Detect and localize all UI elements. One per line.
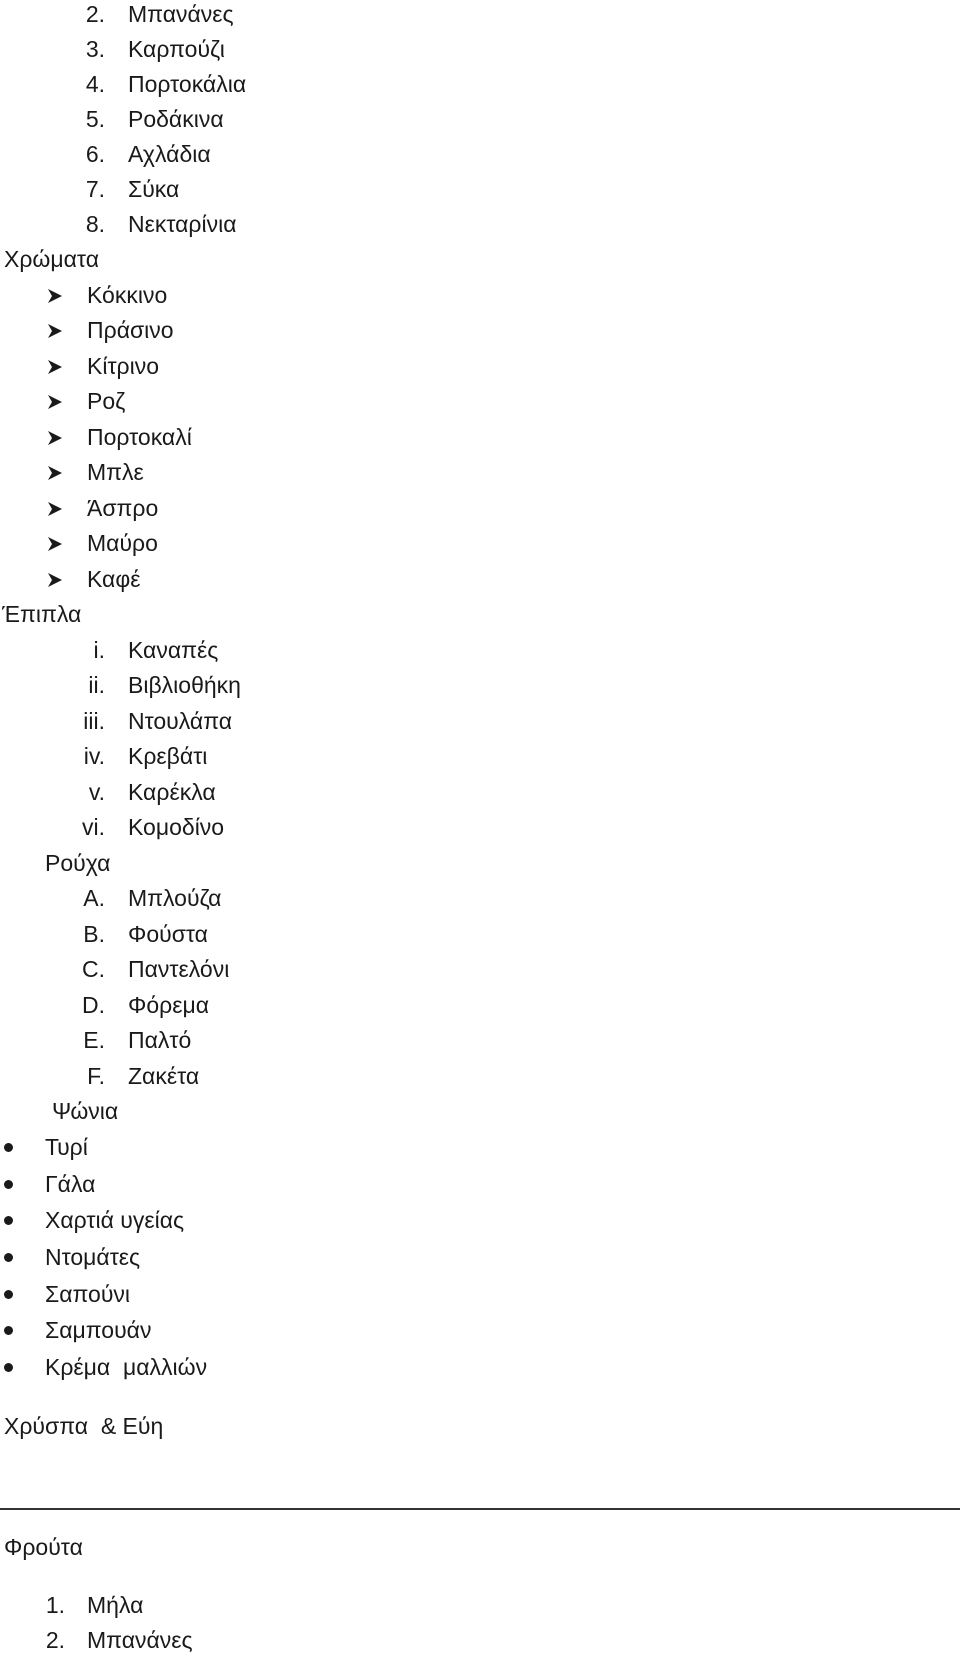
- list-item-text: Φούστα: [128, 921, 208, 947]
- arrowhead-bullet-icon: [46, 393, 64, 411]
- list-item-text: Ροζ: [87, 388, 126, 414]
- list-numeral: iii.: [83, 708, 105, 734]
- divider: [0, 1508, 960, 1510]
- list-item-text: Μπανάνες: [128, 1, 234, 27]
- list-item-text: Σαμπουάν: [45, 1317, 152, 1343]
- arrowhead-bullet-icon: [46, 535, 64, 553]
- list-numeral: v.: [88, 779, 105, 805]
- list-number: 2.: [85, 1, 105, 27]
- list-item-text: Μήλα: [87, 1592, 144, 1618]
- list-item-text: Ντουλάπα: [128, 708, 233, 734]
- list-item-text: Καφέ: [87, 566, 141, 592]
- list-item-text: Καρέκλα: [128, 779, 216, 805]
- list-item-text: Σύκα: [128, 176, 180, 202]
- round-bullet-icon: [4, 1253, 13, 1262]
- list-item-text: Κρέμα μαλλιών: [45, 1354, 208, 1380]
- list-item-text: Πράσινο: [87, 317, 174, 343]
- list-number: 3.: [85, 36, 105, 62]
- list-letter: A.: [83, 885, 105, 911]
- list-item-text: Κρεβάτι: [128, 743, 208, 769]
- list-number: 5.: [85, 106, 105, 132]
- round-bullet-icon: [4, 1326, 13, 1335]
- round-bullet-icon: [4, 1143, 13, 1152]
- round-bullet-icon: [4, 1290, 13, 1299]
- arrowhead-bullet-icon: [46, 571, 64, 589]
- round-bullet-icon: [4, 1363, 13, 1372]
- round-bullet-icon: [4, 1180, 13, 1189]
- list-item-text: Τυρί: [45, 1134, 88, 1160]
- list-item-text: Κόκκινο: [87, 282, 168, 308]
- list-item-text: Κίτρινο: [87, 353, 160, 379]
- list-letter: E.: [83, 1027, 105, 1053]
- list-number: 7.: [85, 176, 105, 202]
- list-item-text: Παλτό: [128, 1027, 192, 1053]
- arrowhead-bullet-icon: [46, 429, 64, 447]
- list-letter: D.: [82, 992, 105, 1018]
- list-item-text: Πορτοκάλια: [128, 71, 247, 97]
- list-item-text: Ζακέτα: [128, 1063, 200, 1089]
- list-numeral: ii.: [88, 672, 105, 698]
- list-item-text: Νεκταρίνια: [128, 211, 237, 237]
- arrowhead-bullet-icon: [46, 500, 64, 518]
- list-item-text: Γάλα: [45, 1171, 96, 1197]
- list-item-text: Βιβλιοθήκη: [128, 672, 241, 698]
- list-item-text: Φόρεμα: [128, 992, 210, 1018]
- list-number: 4.: [85, 71, 105, 97]
- list-letter: B.: [83, 921, 105, 947]
- list-numeral: vi.: [82, 814, 105, 840]
- list-number: 6.: [85, 141, 105, 167]
- list-number: 1.: [45, 1592, 65, 1618]
- arrowhead-bullet-icon: [46, 464, 64, 482]
- list-item-text: Παντελόνι: [128, 956, 230, 982]
- list-item-text: Αχλάδια: [128, 141, 211, 167]
- list-item-text: Κομοδίνο: [128, 814, 225, 840]
- list-item-text: Ντομάτες: [45, 1244, 141, 1270]
- list-numeral: iv.: [83, 743, 105, 769]
- list-item-text: Μπλε: [87, 459, 144, 485]
- list-item-text: Καρπούζι: [128, 36, 225, 62]
- list-letter: C.: [82, 956, 105, 982]
- list-numeral: i.: [93, 637, 105, 663]
- list-item-text: Μαύρο: [87, 530, 158, 556]
- list-item-text: Μπλούζα: [128, 885, 222, 911]
- list-letter: F.: [87, 1063, 105, 1089]
- list-item-text: Χαρτιά υγείας: [45, 1207, 185, 1233]
- list-number: 8.: [85, 211, 105, 237]
- list-item-text: Ροδάκινα: [128, 106, 224, 132]
- list-item-text: Πορτοκαλί: [87, 424, 192, 450]
- arrowhead-bullet-icon: [46, 358, 64, 376]
- list-item-text: Καναπές: [128, 637, 219, 663]
- arrowhead-bullet-icon: [46, 322, 64, 340]
- list-item-text: Σαπούνι: [45, 1281, 131, 1307]
- arrowhead-bullet-icon: [46, 287, 64, 305]
- list-item-text: Μπανάνες: [87, 1627, 193, 1653]
- round-bullet-icon: [4, 1216, 13, 1225]
- list-item-text: Άσπρο: [87, 495, 159, 521]
- list-number: 2.: [45, 1627, 65, 1653]
